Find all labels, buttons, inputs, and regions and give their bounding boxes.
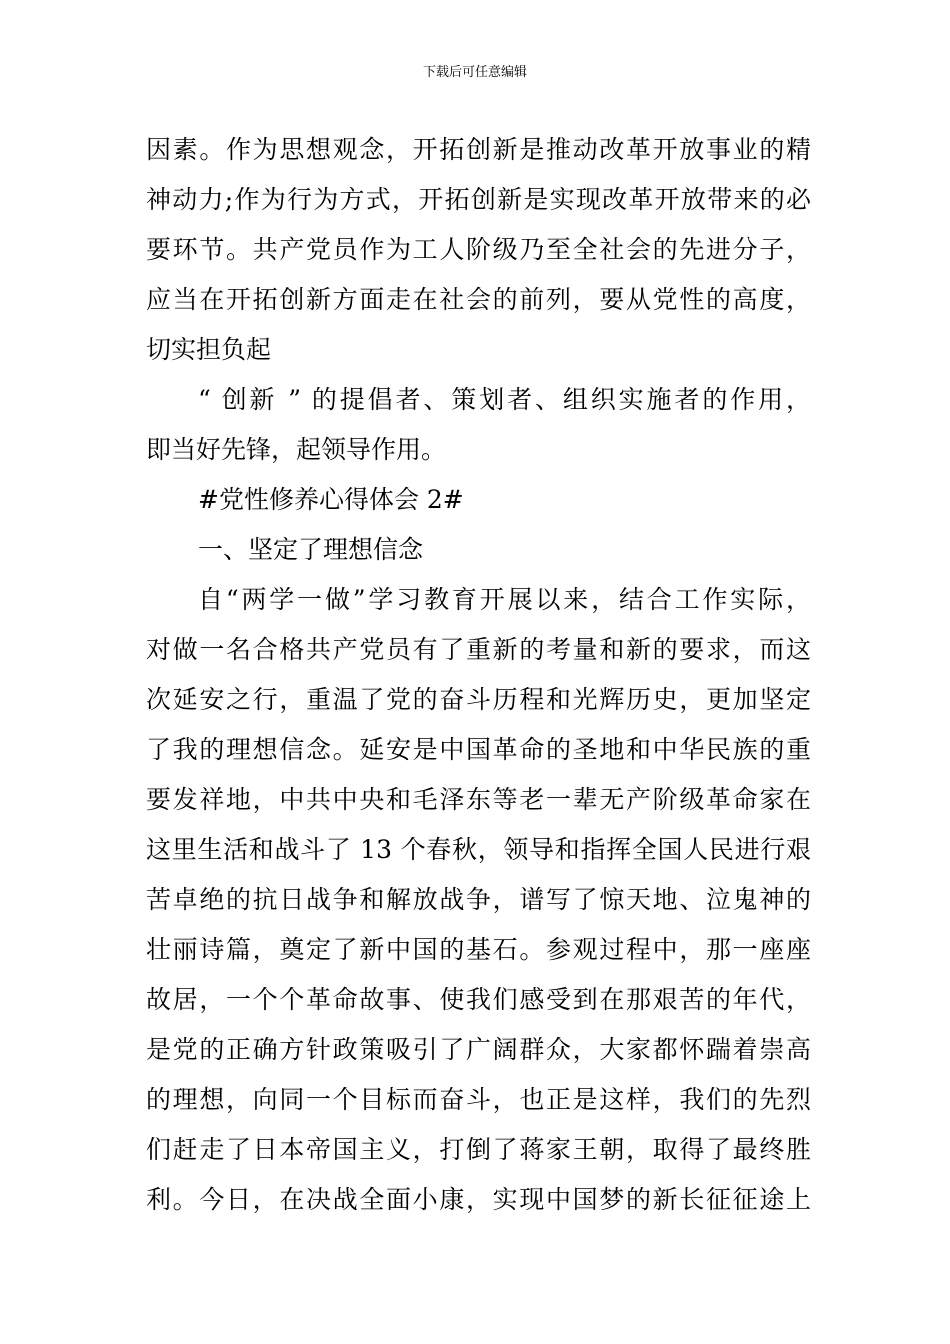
text-line: 神动力;作为行为方式，开拓创新是实现改革开放带来的必 <box>146 185 811 214</box>
text-line: 这里生活和战斗了 13 个春秋，领导和指挥全国人民进行艰 <box>146 835 811 864</box>
text-line: 要环节。共产党员作为工人阶级乃至全社会的先进分子， <box>146 235 811 264</box>
document-body <box>146 125 811 1225</box>
text-line: 的理想，向同一个目标而奋斗，也正是这样，我们的先烈 <box>146 1085 811 1114</box>
text-line: 应当在开拓创新方面走在社会的前列，要从党性的高度， <box>146 285 811 314</box>
page-header: 下载后可任意编辑 <box>422 65 527 80</box>
text-line: 切实担负起 <box>146 335 272 364</box>
section-heading: #党性修养心得体会 2# <box>198 485 464 514</box>
text-line: 苦卓绝的抗日战争和解放战争，谱写了惊天地、泣鬼神的 <box>146 885 811 914</box>
text-line: 们赶走了日本帝国主义，打倒了蒋家王朝，取得了最终胜 <box>146 1135 811 1164</box>
text-line: 因素。作为思想观念，开拓创新是推动改革开放事业的精 <box>146 135 811 164</box>
text-line: 壮丽诗篇，奠定了新中国的基石。参观过程中，那一座座 <box>146 935 811 964</box>
text-line: 对做一名合格共产党员有了重新的考量和新的要求，而这 <box>146 635 811 664</box>
text-line: 故居，一个个革命故事、使我们感受到在那艰苦的年代， <box>146 985 811 1014</box>
text-line: 了我的理想信念。延安是中国革命的圣地和中华民族的重 <box>146 735 811 764</box>
text-line: 利。今日，在决战全面小康，实现中国梦的新长征征途上 <box>146 1185 811 1214</box>
text-line: 要发祥地，中共中央和毛泽东等老一辈无产阶级革命家在 <box>146 785 811 814</box>
text-line: 次延安之行，重温了党的奋斗历程和光辉历史，更加坚定 <box>146 685 811 714</box>
text-line: 是党的正确方针政策吸引了广阔群众，大家都怀踹着崇高 <box>146 1035 811 1064</box>
text-line: 即当好先锋，起领导作用。 <box>146 435 447 464</box>
text-line: 自“两学一做”学习教育开展以来，结合工作实际， <box>198 585 811 614</box>
text-line: “ 创新 ” 的提倡者、策划者、组织实施者的作用， <box>198 385 811 414</box>
subsection-heading: 一、坚定了理想信念 <box>198 535 424 564</box>
